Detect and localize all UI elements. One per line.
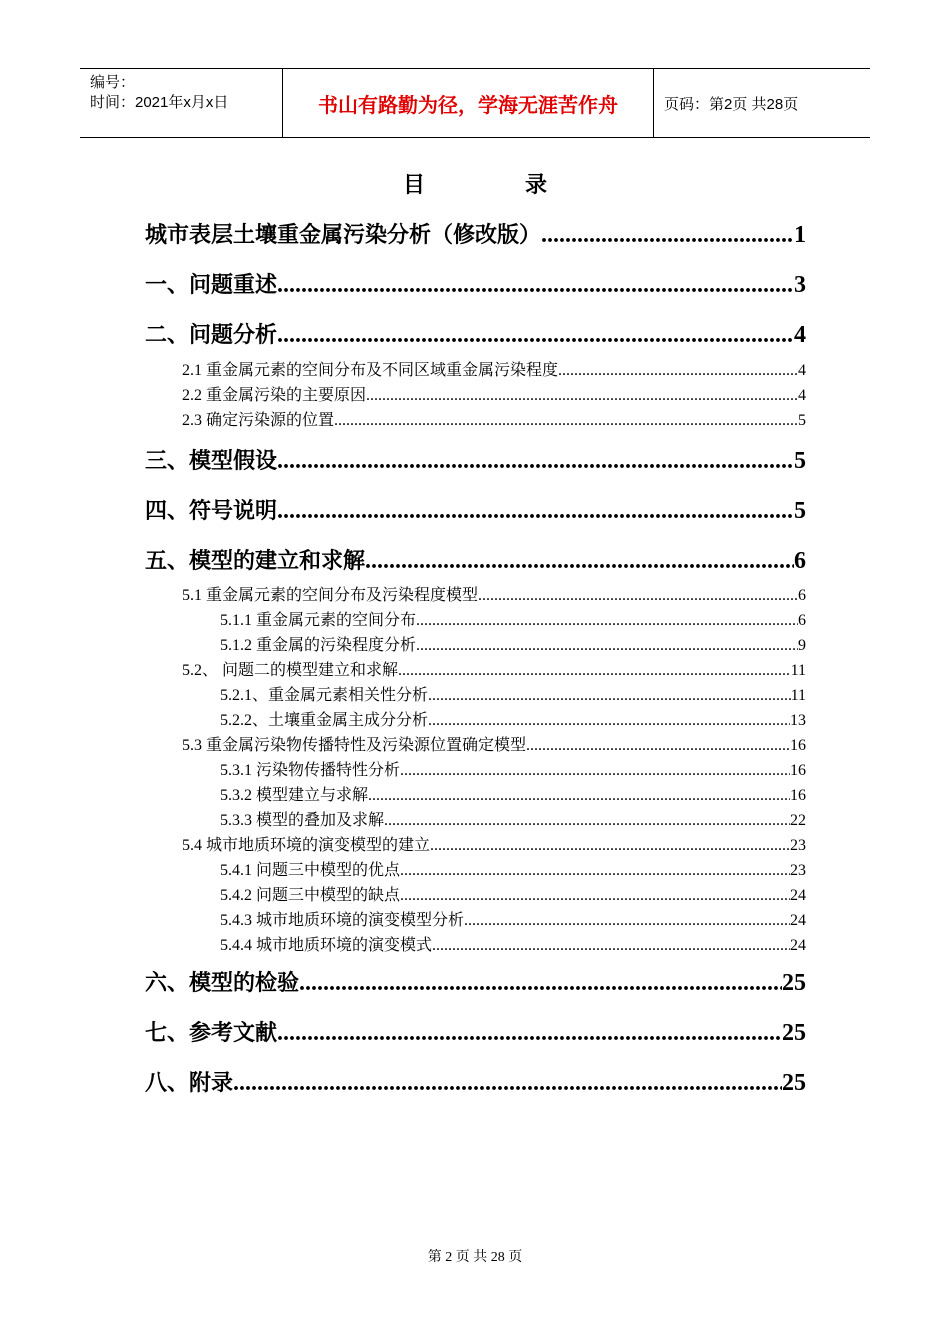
toc-entry[interactable]	[145, 318, 806, 352]
toc-leader-dots	[299, 970, 782, 997]
header-meta	[80, 69, 282, 137]
toc-entry-title: 城市表层土壤重金属污染分析（修改版）	[145, 223, 542, 248]
toc-entry-title: 七、参考文献	[145, 1021, 278, 1046]
toc-entry-title: 5.4.3 城市地质环境的演变模型分析	[220, 912, 465, 929]
toc-leader-dots	[416, 612, 798, 630]
toc-entry-page: 4	[794, 322, 806, 348]
toc-entry-page: 5	[794, 448, 806, 474]
toc-leader-dots	[428, 687, 791, 705]
toc-entry[interactable]	[220, 782, 806, 806]
header-page-info: 页码：第2页 共28页	[664, 95, 799, 113]
toc-entry-title: 三、模型假设	[145, 449, 278, 474]
toc-leader-dots	[430, 837, 790, 855]
toc-entry-page: 16	[790, 737, 806, 754]
page-footer: 第 2 页 共 28 页	[427, 1250, 523, 1265]
toc-entry-page: 23	[790, 862, 806, 879]
toc-entry[interactable]	[145, 544, 806, 578]
toc-entry-page: 5	[798, 412, 806, 429]
toc-entry[interactable]	[145, 494, 806, 528]
toc-leader-dots	[558, 362, 798, 380]
toc-entry-page: 4	[798, 362, 806, 379]
number-label: 编号：	[90, 74, 136, 91]
toc-entry-page: 6	[794, 548, 806, 574]
toc-entry-page: 25	[782, 1070, 806, 1096]
toc-entry-page: 22	[790, 812, 806, 829]
toc-entry-page: 25	[782, 1020, 806, 1046]
toc-entry[interactable]	[145, 1016, 806, 1050]
toc-entry-title: 5.3.3 模型的叠加及求解	[220, 812, 385, 829]
toc-leader-dots	[400, 862, 790, 880]
header-motto-cell	[282, 69, 654, 137]
toc-leader-dots	[384, 812, 790, 830]
header-motto: 书山有路勤为径，学海无涯苦作舟	[318, 92, 618, 117]
toc-leader-dots	[464, 912, 790, 930]
toc-entry-page: 23	[790, 837, 806, 854]
toc-entry-page: 13	[790, 712, 806, 729]
toc-entry-page: 24	[790, 887, 806, 904]
toc-title: 目录	[402, 173, 647, 198]
toc-entry[interactable]	[182, 407, 806, 431]
toc-entry-title: 5.2、 问题二的模型建立和求解	[182, 662, 399, 679]
time-label: 时间：2021年x月x日	[90, 94, 229, 111]
toc-entry-title: 5.3.2 模型建立与求解	[220, 787, 369, 804]
toc-entry-title: 5.2.1、重金属元素相关性分析	[220, 687, 429, 704]
toc-leader-dots	[398, 662, 791, 680]
toc-entry[interactable]	[182, 357, 806, 381]
toc-entry-title: 五、模型的建立和求解	[145, 549, 366, 574]
toc-entry[interactable]	[220, 607, 806, 631]
toc-entry-title: 2.3 确定污染源的位置	[182, 412, 335, 429]
toc-entry-title: 二、问题分析	[145, 323, 278, 348]
toc-entry[interactable]	[145, 268, 806, 302]
toc-entry-page: 11	[790, 687, 806, 704]
toc-leader-dots	[416, 637, 798, 655]
toc-leader-dots	[365, 548, 794, 575]
toc-entry[interactable]	[145, 218, 806, 252]
toc-entry-title: 5.1.1 重金属元素的空间分布	[220, 612, 417, 629]
toc-entry[interactable]	[220, 707, 806, 731]
toc-leader-dots	[277, 322, 794, 349]
toc-entry-title: 5.4.2 问题三中模型的缺点	[220, 887, 401, 904]
toc-entry-title: 5.1.2 重金属的污染程度分析	[220, 637, 417, 654]
toc-entry-title: 一、问题重述	[145, 273, 278, 298]
toc-entry[interactable]	[182, 732, 806, 756]
toc-entry[interactable]	[145, 444, 806, 478]
toc-entry-title: 5.4.1 问题三中模型的优点	[220, 862, 401, 879]
toc-entry-page: 4	[798, 387, 806, 404]
toc-entry[interactable]	[220, 907, 806, 931]
toc-entry-title: 5.3.1 污染物传播特性分析	[220, 762, 401, 779]
toc-entry-title: 四、符号说明	[145, 499, 278, 524]
toc-entry-title: 5.4 城市地质环境的演变模型的建立	[182, 837, 431, 854]
toc-entry-title: 5.2.2、土壤重金属主成分分析	[220, 712, 429, 729]
toc-entry-title: 5.4.4 城市地质环境的演变模式	[220, 937, 433, 954]
toc-entry-title: 5.3 重金属污染物传播特性及污染源位置确定模型	[182, 737, 527, 754]
toc-leader-dots	[526, 737, 790, 755]
toc-entry-page: 25	[782, 970, 806, 996]
toc-leader-dots	[432, 937, 790, 955]
toc-entry[interactable]	[220, 632, 806, 656]
toc-entry[interactable]	[145, 966, 806, 1000]
toc-entry-page: 9	[798, 637, 806, 654]
toc-entry-page: 11	[790, 662, 806, 679]
toc-entry-page: 1	[794, 222, 806, 248]
toc-entry[interactable]	[182, 832, 806, 856]
toc-entry-page: 3	[794, 272, 806, 298]
toc-entry-title: 八、附录	[145, 1071, 234, 1096]
toc-entry[interactable]	[220, 882, 806, 906]
toc-leader-dots	[366, 387, 798, 405]
toc-entry[interactable]	[220, 757, 806, 781]
toc-leader-dots	[277, 448, 794, 475]
toc-entry-page: 16	[790, 762, 806, 779]
toc-entry[interactable]	[182, 657, 806, 681]
toc-leader-dots	[428, 712, 790, 730]
toc-entry-page: 6	[798, 612, 806, 629]
toc-leader-dots	[233, 1070, 782, 1097]
toc-entry[interactable]	[220, 807, 806, 831]
toc-leader-dots	[334, 412, 798, 430]
toc-entry[interactable]	[182, 382, 806, 406]
toc-leader-dots	[478, 587, 798, 605]
toc-leader-dots	[277, 1020, 782, 1047]
toc-entry-page: 16	[790, 787, 806, 804]
toc-entry[interactable]	[220, 932, 806, 956]
toc-entry-page: 6	[798, 587, 806, 604]
toc-entry[interactable]	[220, 682, 806, 706]
toc-entry-title: 2.2 重金属污染的主要原因	[182, 387, 367, 404]
toc-entry[interactable]	[182, 582, 806, 606]
toc-entry-page: 24	[790, 912, 806, 929]
toc-entry-page: 5	[794, 498, 806, 524]
toc-entry-title: 六、模型的检验	[145, 971, 300, 996]
toc-entry-page: 24	[790, 937, 806, 954]
toc-leader-dots	[400, 762, 790, 780]
toc-leader-dots	[277, 498, 794, 525]
toc-leader-dots	[277, 272, 794, 299]
toc-entry-title: 2.1 重金属元素的空间分布及不同区域重金属污染程度	[182, 362, 559, 379]
toc-entry[interactable]	[220, 857, 806, 881]
toc-leader-dots	[368, 787, 790, 805]
page-header	[80, 68, 870, 138]
toc-leader-dots	[541, 222, 794, 249]
toc-entry-title: 5.1 重金属元素的空间分布及污染程度模型	[182, 587, 479, 604]
toc-leader-dots	[400, 887, 790, 905]
toc-entry[interactable]	[145, 1066, 806, 1100]
